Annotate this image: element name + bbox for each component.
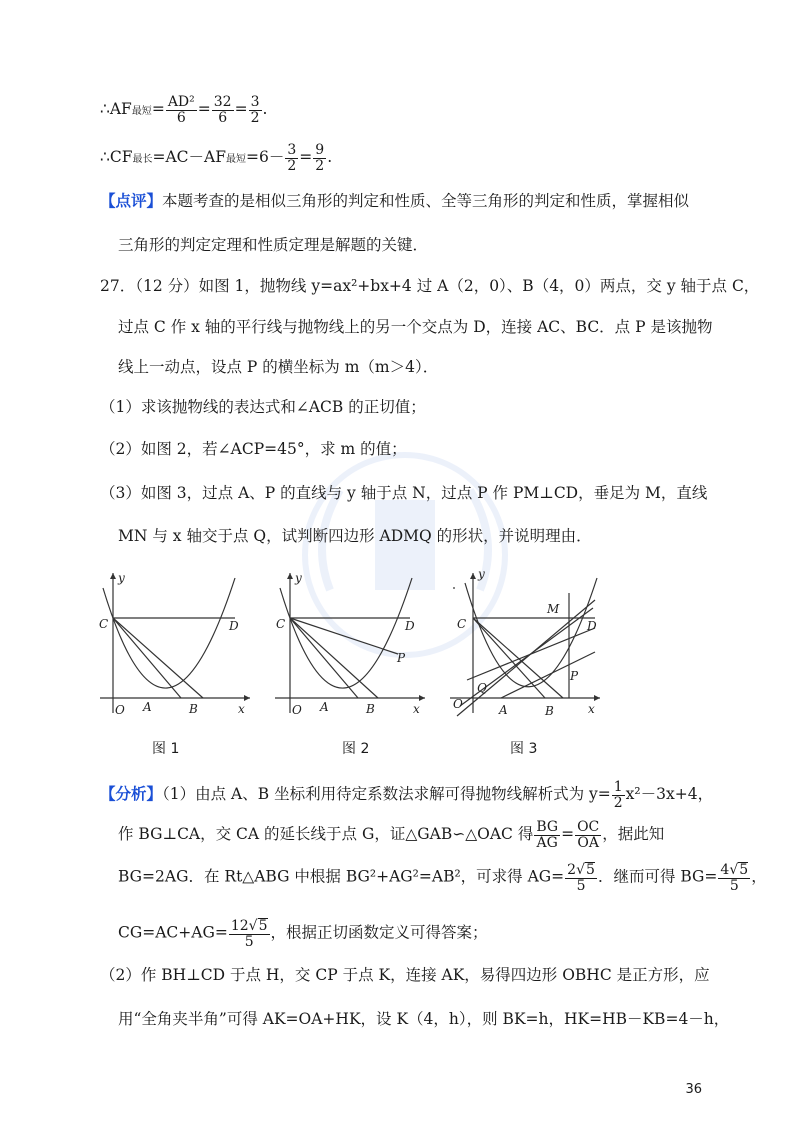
analysis-line-3: BG=2AG．在 Rt△ABG 中根据 BG²+AG²=AB²，可求得 AG= $\frac{2√5}{5}$ ．继而可得 BG= $\frac{4√5}{5}$ ， xyxy=(118,862,767,894)
fig2-x-label: x xyxy=(413,702,420,716)
analysis-line-1: 【分析】（1）由点 A、B 坐标利用待定系数法求解可得抛物线解析式为 y= $\frac{1}{2}$ x²－3x+4， xyxy=(100,779,714,811)
fig2-o-label: O xyxy=(292,703,302,717)
figure-3-graph xyxy=(445,568,605,718)
fig3-q-label: Q xyxy=(477,681,487,695)
fig3-x-label: x xyxy=(588,702,595,716)
analysis-line-4: CG=AC+AG= $\frac{12√5}{5}$ ，根据正切函数定义可得答案； xyxy=(118,918,488,950)
question-27-part-1: （1）求该抛物线的表达式和∠ACB 的正切值； xyxy=(100,398,426,416)
comment-line-2: 三角形的判定定理和性质定理是解题的关键． xyxy=(118,236,429,254)
fig3-o-label: O xyxy=(453,697,463,711)
fig1-o-label: O xyxy=(115,703,125,717)
figure-2-graph xyxy=(270,568,430,718)
figure-1 xyxy=(95,568,255,722)
fig2-y-label: y xyxy=(295,571,302,585)
analysis-line-2: 作 BG⊥CA，交 CA 的延长线于点 G，证△GAB∽△OAC 得 $\frac{BG}{AG}$ = $\frac{OC}{OA}$ ，据此知 xyxy=(118,819,665,851)
solution-line-af: ∴AF最短= $\frac{\text{AD²}}{6}$ = $\frac{32}{6}$ = $\frac{3}{2}$ . xyxy=(100,94,268,126)
fig1-b-label: B xyxy=(189,702,198,716)
question-27-line-3: 线上一动点，设点 P 的横坐标为 m（m＞4）． xyxy=(118,358,439,376)
fig3-d-label: D xyxy=(587,619,597,633)
fig3-p-label: P xyxy=(570,669,579,683)
question-27-part-2: （2）如图 2，若∠ACP=45°，求 m 的值； xyxy=(100,440,407,458)
comment-tag: 【点评】 xyxy=(100,191,163,210)
fig2-a-label: A xyxy=(320,700,329,714)
question-27-part-3a: （3）如图 3，过点 A、P 的直线与 y 轴于点 N，过点 P 作 PM⊥CD，垂足为 M，直线 xyxy=(100,484,708,502)
fig3-a-label: A xyxy=(499,703,508,717)
fig1-x-label: x xyxy=(238,702,245,716)
analysis-line-6: 用“全角夹半角”可得 AK=OA+HK，设 K（4，h），则 BK=h，HK=HB－KB=4－h， xyxy=(118,1010,730,1028)
fig2-d-label: D xyxy=(405,619,415,633)
fig1-a-label: A xyxy=(143,700,152,714)
fig3-c-label: C xyxy=(457,617,467,631)
fig2-b-label: B xyxy=(366,702,375,716)
figure-1-caption: 图 1 xyxy=(152,741,180,757)
figure-1-graph xyxy=(95,568,255,718)
fig1-d-label: D xyxy=(229,619,239,633)
fig3-m-label: M xyxy=(547,602,560,616)
solution-line-cf: ∴CF最长=AC－AF最短=6－ $\frac{3}{2}$ = $\frac{9}{2}$ . xyxy=(100,142,333,174)
figure-3-caption: 图 3 xyxy=(510,741,538,757)
figure-2-caption: 图 2 xyxy=(342,741,370,757)
analysis-line-5: （2）作 BH⊥CD 于点 H，交 CP 于点 K，连接 AK，易得四边形 OBHC 是正方形，应 xyxy=(100,966,710,984)
comment-line-1: 【点评】本题考查的是相似三角形的判定和性质、全等三角形的判定和性质，掌握相似 xyxy=(100,191,690,210)
fig2-c-label: C xyxy=(276,617,286,631)
question-27-part-3b: MN 与 x 轴交于点 Q，试判断四边形 ADMQ 的形状，并说明理由． xyxy=(118,527,592,545)
fig3-b-label: B xyxy=(545,704,554,718)
fig2-p-label: P xyxy=(397,651,406,665)
page-number: 36 xyxy=(685,1082,702,1097)
question-27-line-2: 过点 C 作 x 轴的平行线与抛物线上的另一个交点为 D，连接 AC、BC．点 P 是该抛物 xyxy=(118,318,713,336)
figure-2 xyxy=(270,568,430,722)
question-27-line-1: 27．（12 分）如图 1，抛物线 y=ax²+bx+4 过 A（2，0）、B（4，0）两点，交 y 轴于点 C， xyxy=(100,277,760,295)
figure-3 xyxy=(445,568,605,722)
analysis-tag: 【分析】 xyxy=(100,784,163,804)
fig3-y-label: y xyxy=(478,567,485,581)
fig1-c-label: C xyxy=(99,617,109,631)
fig1-y-label: y xyxy=(118,571,125,585)
